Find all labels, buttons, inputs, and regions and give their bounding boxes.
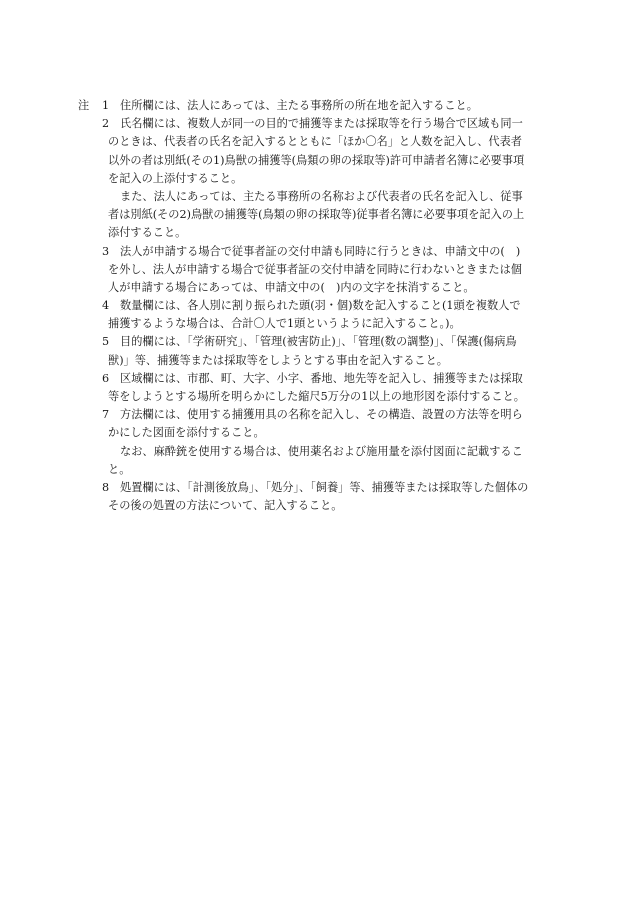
note-7-para2-text: なお、麻酔銃を使用する場合は、使用薬名および施用量を添付図面に記載するこ <box>120 444 523 458</box>
note-8-text: その後の処置の方法について、記入すること。 <box>108 499 343 513</box>
note-3-line-1 <box>78 243 550 261</box>
note-1-number: 1 <box>102 99 110 112</box>
note-2-para2-text: 者は別紙(その2)鳥獣の捕獲等(鳥類の卵の採取等)従事者名簿に必要事項を記入の上 <box>108 208 525 222</box>
note-3-text: 人が申請する場合にあっては、申請文中の( )内の文字を抹消すること。 <box>108 280 475 294</box>
note-2-para2-text: また、法人にあっては、主たる事務所の名称および代表者の氏名を記入し、従事 <box>120 189 523 203</box>
note-2-para2-text: 添付すること。 <box>108 226 187 240</box>
note-6-text: 区域欄には、市郡、町、大字、小字、番地、地先等を記入し、捕獲等または採取 <box>120 371 523 385</box>
note-8-number: 8 <box>102 480 110 494</box>
note-4-number: 4 <box>102 299 110 313</box>
note-2-line-3 <box>78 152 550 170</box>
note-3-text: を外し、法人が申請する場合で従事者証の交付申請を同時に行わないときまたは個 <box>108 262 522 276</box>
note-2-line-4 <box>78 170 550 188</box>
notes-label: 注 <box>78 99 90 112</box>
note-8-line-1 <box>78 479 550 497</box>
note-2-text: 以外の者は別紙(その1)鳥獣の捕獲等(鳥類の卵の採取等)許可申請者名簿に必要事項 <box>108 153 525 167</box>
note-3-line-2 <box>78 261 550 279</box>
note-4-text: 数量欄には、各人別に割り振られた頭(羽・個)数を記入すること(1頭を複数人で <box>120 299 521 313</box>
note-4-line-1 <box>78 297 550 315</box>
note-5-text: 獣)」等、捕獲等または採取等をしようとする事由を記入すること。 <box>108 353 448 367</box>
note-5-line-2 <box>78 352 550 370</box>
note-6-line-1 <box>78 370 550 388</box>
notes-section <box>78 97 550 515</box>
note-7-line-2 <box>78 424 550 442</box>
note-2-text: 氏名欄には、複数人が同一の目的で捕獲等または採取等を行う場合で区域も同一 <box>120 117 523 131</box>
note-2-para2-line-2 <box>78 206 550 224</box>
note-7-para2-text: と。 <box>108 462 131 476</box>
note-3-line-3 <box>78 279 550 297</box>
note-8-text: 処置欄には、「計測後放鳥」、「処分」、「飼養」等、捕獲等または採取等した個体の <box>120 480 529 494</box>
note-6-line-2 <box>78 388 550 406</box>
note-5-number: 5 <box>102 335 110 349</box>
note-3-number: 3 <box>102 244 110 258</box>
note-7-number: 7 <box>102 408 110 422</box>
note-2-number: 2 <box>102 117 110 131</box>
note-8-line-2 <box>78 497 550 515</box>
note-2-text: のときは、代表者の氏名を記入するとともに「ほか〇名」と人数を記入し、代表者 <box>108 135 522 149</box>
note-3-text: 法人が申請する場合で従事者証の交付申請も同時に行うときは、申請文中の( ) <box>120 244 521 258</box>
note-7-text: かにした図面を添付すること。 <box>108 426 265 440</box>
note-1-text: 住所欄には、法人にあっては、主たる事務所の所在地を記入すること。 <box>120 99 478 112</box>
note-2-text: を記入の上添付すること。 <box>108 171 243 185</box>
note-2-line-1 <box>78 115 550 133</box>
note-5-text: 目的欄には、「学術研究」、「管理(被害防止)」、「管理(数の調整)」、「保護(傷病鳥 <box>120 335 517 349</box>
note-2-para2-line-1 <box>78 188 550 206</box>
note-4-text: 捕獲するような場合は、合計〇人で1頭というように記入すること。)。 <box>108 317 461 331</box>
note-5-line-1 <box>78 333 550 351</box>
note-7-para2-line-1 <box>78 443 550 461</box>
note-7-text: 方法欄には、使用する捕獲用具の名称を記入し、その構造、設置の方法等を明ら <box>120 408 523 422</box>
note-4-line-2 <box>78 315 550 333</box>
note-1-line-1 <box>78 97 550 115</box>
note-7-para2-line-2 <box>78 461 550 479</box>
note-7-line-1 <box>78 406 550 424</box>
note-2-para2-line-3 <box>78 224 550 242</box>
note-6-number: 6 <box>102 371 110 385</box>
note-2-line-2 <box>78 133 550 151</box>
note-6-text: 等をしようとする場所を明らかにした縮尺5万分の1以上の地形図を添付すること。 <box>108 390 525 403</box>
